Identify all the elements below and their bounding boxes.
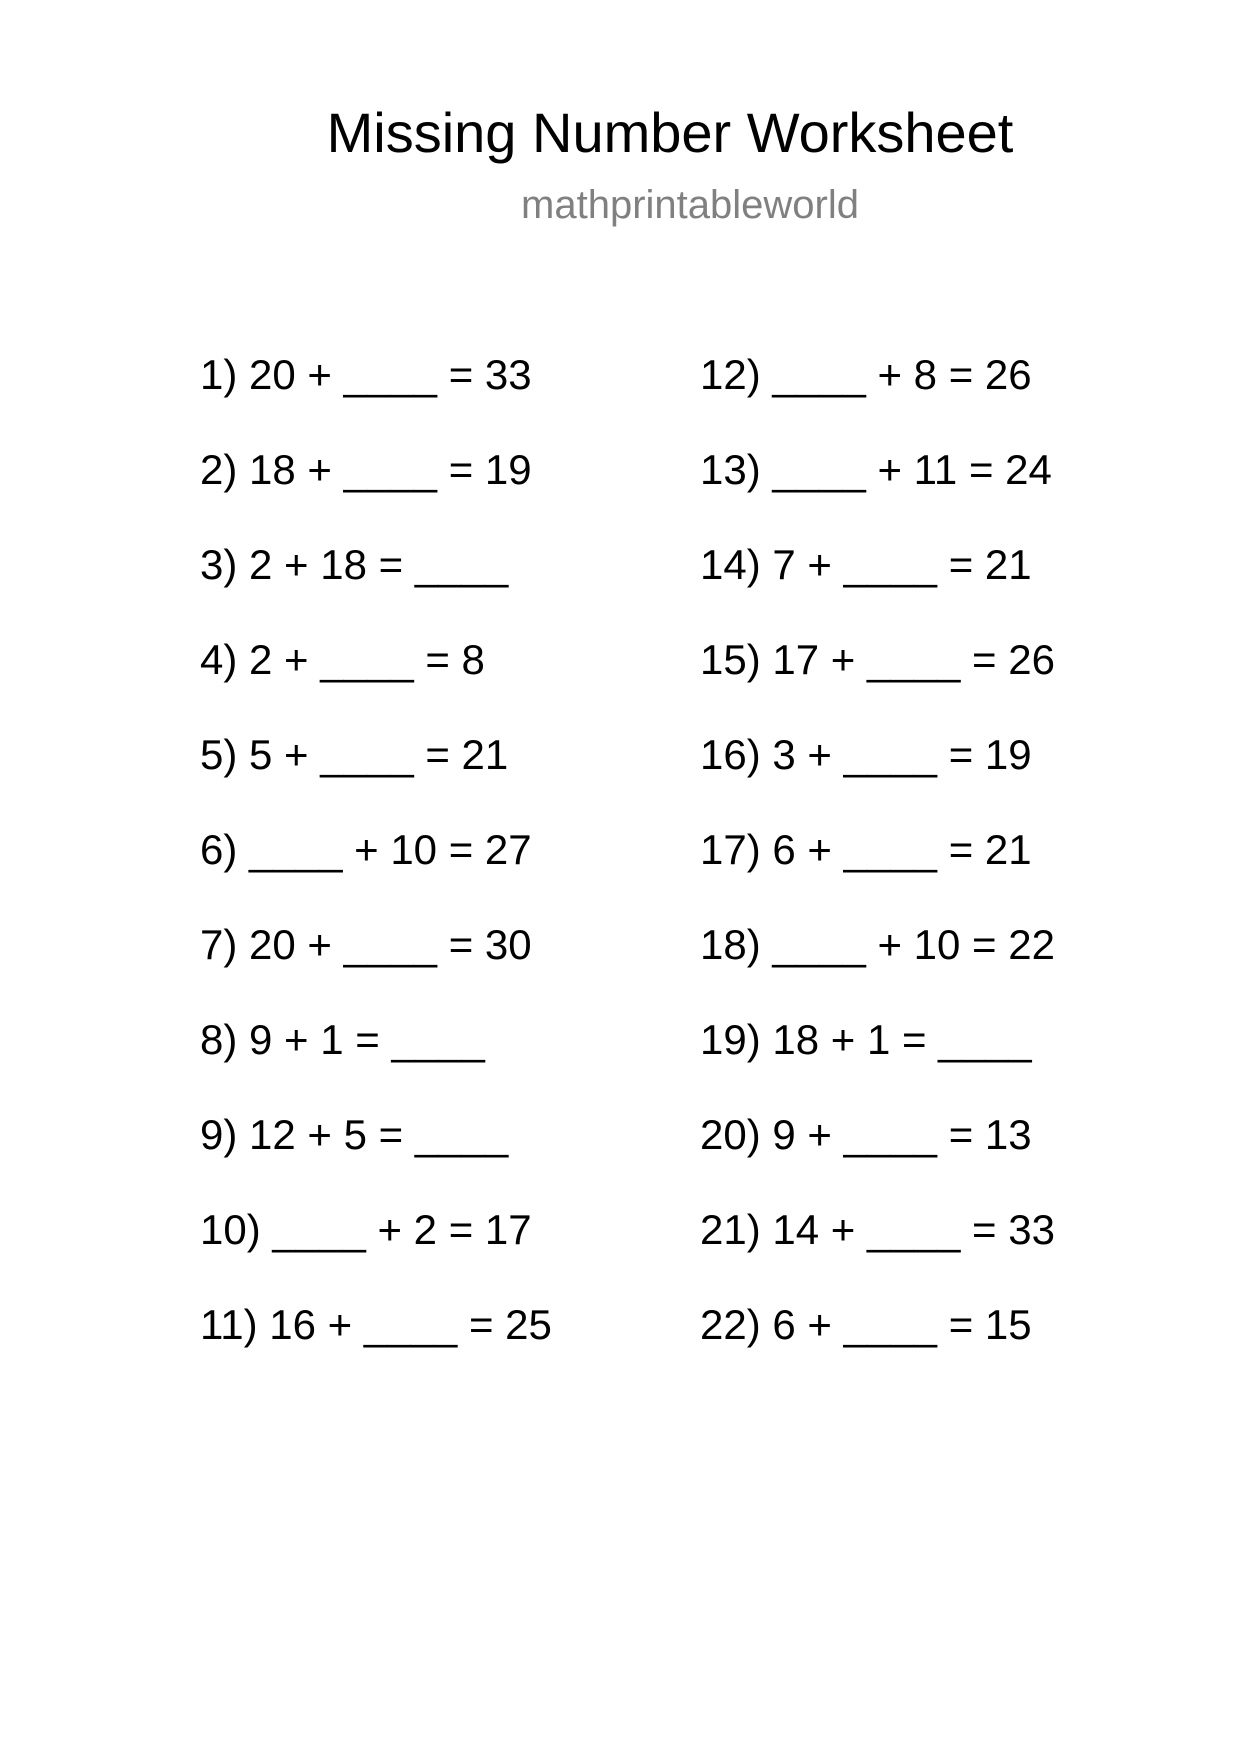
problem-20: 20) 9 + ____ = 13	[700, 1111, 1032, 1158]
problem-3: 3) 2 + 18 = ____	[200, 541, 509, 588]
problem-14: 14) 7 + ____ = 21	[700, 541, 1032, 588]
problem-16: 16) 3 + ____ = 19	[700, 731, 1032, 778]
problem-2: 2) 18 + ____ = 19	[200, 446, 532, 493]
problem-4: 4) 2 + ____ = 8	[200, 636, 485, 683]
problems-left-column	[200, 350, 552, 1395]
problem-19: 19) 18 + 1 = ____	[700, 1016, 1032, 1063]
problem-8: 8) 9 + 1 = ____	[200, 1016, 485, 1063]
problem-15: 15) 17 + ____ = 26	[700, 636, 1055, 683]
worksheet-subtitle: mathprintableworld	[521, 183, 859, 227]
problem-13: 13) ____ + 11 = 24	[700, 446, 1052, 493]
problem-1: 1) 20 + ____ = 33	[200, 351, 532, 398]
worksheet-title: Missing Number Worksheet	[326, 101, 1014, 164]
problem-12: 12) ____ + 8 = 26	[700, 351, 1032, 398]
problem-10: 10) ____ + 2 = 17	[200, 1206, 532, 1253]
problem-21: 21) 14 + ____ = 33	[700, 1206, 1055, 1253]
problem-5: 5) 5 + ____ = 21	[200, 731, 509, 778]
problem-18: 18) ____ + 10 = 22	[700, 921, 1055, 968]
problem-17: 17) 6 + ____ = 21	[700, 826, 1032, 873]
problem-6: 6) ____ + 10 = 27	[200, 826, 532, 873]
problem-11: 11) 16 + ____ = 25	[200, 1301, 552, 1348]
problem-7: 7) 20 + ____ = 30	[200, 921, 532, 968]
problem-9: 9) 12 + 5 = ____	[200, 1111, 509, 1158]
problems-right-column	[700, 350, 1055, 1395]
problem-22: 22) 6 + ____ = 15	[700, 1301, 1032, 1348]
